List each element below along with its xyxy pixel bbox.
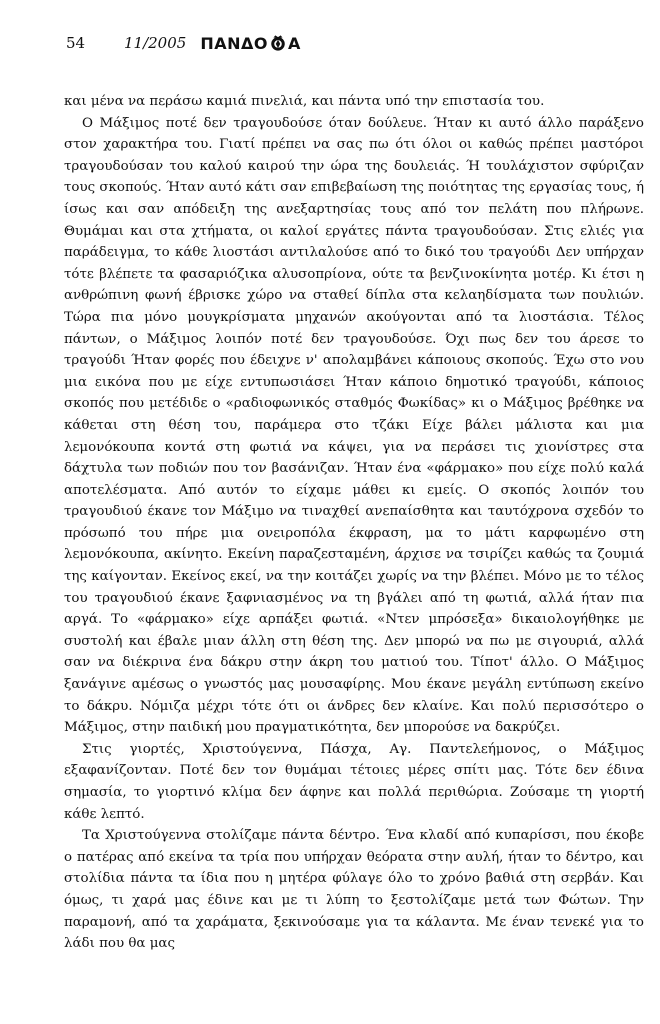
logo-text-right: Α (287, 33, 301, 53)
logo-text-left: ΠΑΝΔΟ (200, 33, 268, 53)
paragraph-continuation: και μένα να περάσω καμιά πινελιά, και πάντα υπό την επιστασία του. (64, 94, 545, 109)
page-number: 54 (66, 34, 86, 52)
paragraph-christmas-tree: Τα Χριστούγεννα στολίζαμε πάντα δέντρο. Ένα κλαδί από κυπαρίσσι, που έκοβε ο πατέρας από εκείνα τα τρία που υπήρχαν θεόρατα στην αυλή, ήταν το δέντρο, και στολίδια πάντα τα ίδια που η μητέρα φύλαγε όλο το χρόνο βαθιά στη σερβάν. Και όμως, τι χαρά μας έδινε και με τι λύπη το ξεστολίζαμε μετά των Φώτων. Την παραμονή, από τα χαράματα, ξεκινούσαμε για τα κάλαντα. Με έναν τενεκέ για το λάδι που θα μας (64, 828, 644, 952)
issue-date: 11/2005 (124, 34, 187, 52)
magazine-logo (200, 34, 301, 53)
page-header (66, 30, 301, 56)
article-body (64, 91, 644, 955)
crowned-circle-emblem-icon (269, 34, 287, 52)
paragraph-holidays: Στις γιορτές, Χριστούγεννα, Πάσχα, Αγ. Παντελεήμονος, ο Μάξιμος εξαφανίζονταν. Ποτέ δεν τον θυμάμαι τέτοιες μέρες σπίτι μας. Τότε δεν έδινα σημασία, το γιορτινό κλίμα δεν άφηνε και πολλά περιθώρια. Ζούσαμε τη γιορτή κάθε λεπτό. (64, 741, 644, 822)
paragraph-maximos-singing: Ο Μάξιμος ποτέ δεν τραγουδούσε όταν δούλευε. Ήταν κι αυτό άλλο παράξενο στον χαρακτήρα του. Γιατί πρέπει να σας πω ότι όλοι οι καθώς πρέπει μαστόροι τραγουδούσαν του καλού καιρού την ώρα της δουλειάς. Ή τουλάχιστον σφύριζαν τους σκοπούς. Ήταν αυτό κάτι σαν επιβεβαίωση της ποιότητας της εργασίας τους, ή ίσως και σαν απόδειξη της ανεξαρτησίας τους από τον πελάτη που πλήρωνε. Θυμάμαι και στα χτήματα, οι καλοί εργάτες πάντα τραγουδούσαν. Στις ελιές για παράδειγμα, το κάθε λιοστάσι αντιλαλούσε από το δικό του τραγούδι Δεν υπήρχαν τότε βλέπετε τα φασαριόζικα αλυσοπρίονα, ούτε τα βενζινοκίνητα μοτέρ. Κι έτσι η ανθρώπινη φωνή έβρισκε χώρο να σταθεί δίπλα στα κελαηδίσματα των πουλιών. Τώρα πια μόνο μουγκρίσματα μηχανών ακούγονται από τα λιοστάσια. Τέλος πάντων, ο Μάξιμος λοιπόν ποτέ δεν τραγουδούσε. Όχι πως δεν του άρεσε το τραγούδι Ήταν φορές που έδειχνε ν' απολαμβάνει κάποιους σκοπούς. Έχω στο νου μια εικόνα που με είχε εντυπωσιάσει Ήταν κάποιο δημοτικό τραγούδι, κάποιος σκοπός που μετέδιδε ο «ραδιοφωνικός σταθμός Φωκίδας» κι ο Μάξιμος βρέθηκε να κάθεται στη θέση του, παράμερα στο τζάκι Είχε βάλει μάλιστα και μια λεμονόκουπα κοντά στη φωτιά να κάψει, για να περάσει τις χιονίστρες στα δάχτυλα των ποδιών που τον βασάνιζαν. Ήταν ένα «φάρμακο» που είχε πολύ καλά αποτελέσματα. Από αυτόν το είχαμε μάθει κι εμείς. Ο σκοπός λοιπόν του τραγουδιού έκανε τον Μάξιμο να τιναχθεί ανεπαίσθητα και ταυτόχρονα σχεδόν το πρόσωπό του πήρε μια ονειροπόλα έκφραση, μα το μάτι καρφωμένο στη λεμονόκουπα, ακίνητο. Εκείνη παραζεσταμένη, άρχισε να τσιρίζει καθώς τα ζουμιά της καίγονταν. Εκείνος εκεί, να την κοιτάζει χωρίς να την βλέπει. Μόνο με το τέλος του τραγουδιού έκανε ξαφνιασμένος να τη βγάλει από τη φωτιά, αλλά ήταν πια αργά. Το «φάρμακο» είχε αρπάξει φωτιά. «Ντεν μπρόσεξα» δικαιολογήθηκε με συστολή και έβαλε μιαν άλλη στη θέση της. Δεν μπορώ να πω με σιγουριά, αλλά σαν να διέκρινα ένα δάκρυ στην άκρη του ματιού του. Τίποτ' άλλο. Ο Μάξιμος ξανάγινε αμέσως ο γνωστός μας μουσαφίρης. Μου έκανε μεγάλη εντύπωση εκείνο το δάκρυ. Νόμιζα μέχρι τότε ότι οι άνδρες δεν κλαίνε. Και πολύ περισσότερο ο Μάξιμος, στην παιδική μου πραγματικότητα, δεν μπορούσε να δακρύζει. (64, 115, 644, 736)
